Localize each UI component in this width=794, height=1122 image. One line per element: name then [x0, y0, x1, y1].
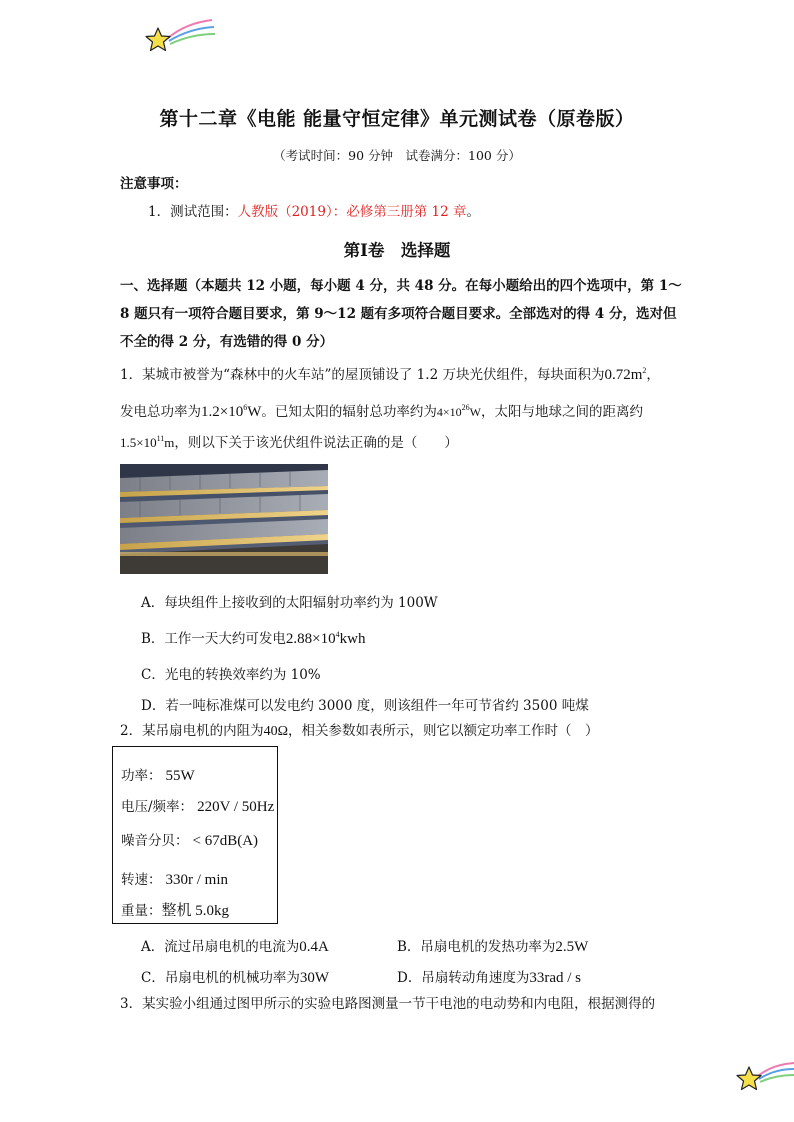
q3-line-1: 3．某实验小组通过图甲所示的实验电路图测量一节干电池的电动势和内电阻，根据测得的 [120, 996, 656, 1012]
q1-option-b[interactable] [141, 627, 365, 648]
q2-option-d-value: 33rad / s [529, 970, 581, 986]
q2-option-d-text: D．吊扇转动角速度为 [397, 970, 530, 986]
q1-option-d[interactable]: D．若一吨标准煤可以发电约 3000 度，则该组件一年可节省约 3500 吨煤 [141, 698, 589, 714]
notes-item-1-scope: 人教版（2019）：必修第三册第 12 章 [237, 204, 467, 220]
q1-option-b-text: B．工作一天大约可发电 [141, 631, 286, 647]
q1-line-2-text-c: ，太阳与地球之间的距离约 [481, 404, 643, 420]
shooting-star-icon [140, 16, 220, 58]
q1-area-value: $0.72m^2$ [604, 366, 647, 383]
notes-item-1 [148, 206, 480, 220]
instructions-line-3: 不全的得 2 分，有选错的得 0 分） [120, 334, 334, 350]
q1-option-a[interactable]: A．每块组件上接收到的太阳辐射功率约为 100W [141, 595, 438, 611]
q1-option-b-value: $2.88\times 10^4kwh$ [285, 630, 366, 647]
q2-option-d[interactable] [397, 966, 581, 987]
q2-option-b-text: B．吊扇电机的发热功率为 [397, 939, 556, 955]
notes-item-1-prefix: 1．测试范围： [148, 204, 238, 220]
shooting-star-icon [732, 1058, 794, 1100]
q1-line-2 [120, 404, 643, 420]
q1-line-3 [120, 435, 458, 451]
q1-line-1 [120, 367, 660, 383]
spec-row-speed: 转速： 330r / min [121, 872, 228, 888]
instructions-line-2: 8 题只有一项符合题目要求，第 9～12 题有多项符合题目要求。全部选对的得 4 分，选对但 [120, 306, 677, 322]
spec-row-weight: 重量：整机 5.0kg [121, 903, 230, 919]
spec-row-noise: 噪音分贝： < 67dB(A) [121, 833, 259, 849]
q2-option-a-text: A．流过吊扇电机的电流为 [141, 939, 300, 955]
exam-info: （考试时间：90 分钟 试卷满分：100 分） [273, 148, 521, 163]
q1-sun-power-value: $4\times 10^{26}W$ [436, 403, 481, 419]
q1-line-1-end: ， [646, 367, 660, 383]
notes-item-1-suffix: 。 [466, 204, 480, 220]
section-title: 第Ⅰ卷 选择题 [343, 241, 451, 260]
spec-row-power: 功率： 55W [121, 768, 195, 784]
spec-row-voltage: 电压/频率： 220V / 50Hz [121, 799, 275, 815]
fan-spec-table [112, 746, 278, 924]
q2-option-a-value: 0.4A [299, 939, 329, 955]
notes-heading: 注意事项： [120, 176, 188, 192]
station-photo [120, 464, 328, 574]
document-title: 第十二章《电能 能量守恒定律》单元测试卷（原卷版） [159, 108, 635, 130]
q2-option-b[interactable] [397, 935, 588, 956]
q1-line-3-text: ，则以下关于该光伏组件说法正确的是（ ） [174, 435, 458, 451]
q2-option-c[interactable] [141, 966, 329, 987]
q2-option-c-text: C．吊扇电机的机械功率为 [141, 970, 300, 986]
q2-resistance-value: 40Ω [263, 724, 288, 739]
instructions-line-1: 一、选择题（本题共 12 小题，每小题 4 分，共 48 分。在每小题给出的四个选项中，第 1～ [120, 278, 682, 294]
q2-stem-text-a: 2．某吊扇电机的内阻为 [120, 723, 264, 739]
q2-stem [120, 725, 599, 739]
q1-line-2-text-b: 。已知太阳的辐射总功率约为 [261, 404, 437, 420]
q2-option-b-value: 2.5W [555, 939, 589, 955]
q1-option-c[interactable]: C．光电的转换效率约为 10% [141, 667, 321, 683]
q1-line-2-text-a: 发电总功率为 [120, 404, 201, 420]
q2-option-a[interactable] [141, 935, 329, 956]
q1-stem-text: 1．某城市被誉为“森林中的火车站”的屋顶铺设了 1.2 万块光伏组件，每块面积为 [120, 367, 605, 383]
q1-power-value: $1.2\times 10^6W$ [201, 403, 262, 420]
q2-option-c-value: 30W [299, 970, 330, 986]
q1-distance-value: $1.5\times 10^{11}m$ [120, 434, 175, 450]
q2-stem-text-b: ，相关参数如表所示，则它以额定功率工作时（ ） [288, 723, 599, 739]
